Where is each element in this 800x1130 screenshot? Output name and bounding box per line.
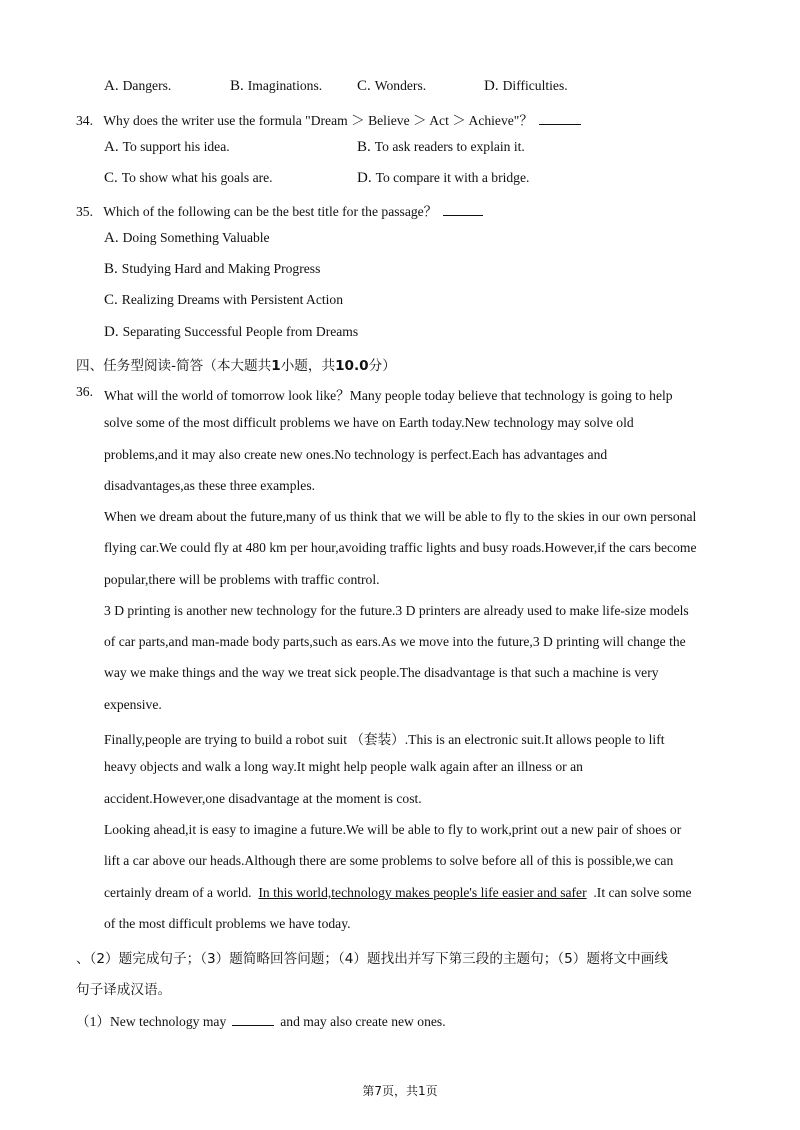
q35-option-a: A. Doing Something Valuable — [104, 230, 270, 246]
passage-line: expensive. — [104, 697, 162, 712]
q33-option-c: C. Wonders. — [357, 78, 427, 94]
q34-option-c: C. To show what his goals are. — [104, 170, 273, 186]
passage-line: When we dream about the future,many of us think that we will be able to fly to the skies in our own personal — [104, 509, 697, 524]
q34-option-b: B. To ask readers to explain it. — [357, 139, 525, 155]
passage-line: heavy objects and walk a long way.It might help people walk again after an illness or an — [104, 759, 583, 774]
passage-line: solve some of the most difficult problems we have on Earth today.New technology may solve old — [104, 415, 634, 430]
passage-line: lift a car above our heads.Although there are some problems to solve before all of this is possible,we can — [104, 853, 674, 868]
sub-question-1: （1）New technology may and may also create new ones. — [76, 1014, 446, 1029]
section-heading: 四、任务型阅读-简答（本大题共1小题，共10.0分） — [76, 358, 396, 374]
instructions-line: 、（2）题完成句子；（3）题简略回答问题；（4）题找出并写下第三段的主题句；（5）题将文中画线 — [76, 951, 668, 967]
passage-line: of the most difficult problems we have today. — [104, 916, 351, 931]
passage-line: of car parts,and man-made body parts,such as ears.As we move into the future,3 D printing will change the — [104, 634, 686, 649]
passage-line: Looking ahead,it is easy to imagine a future.We will be able to fly to work,print out a new pair of shoes or — [104, 822, 682, 837]
passage-line: disadvantages,as these three examples. — [104, 478, 316, 493]
passage-line: flying car.We could fly at 480 km per hour,avoiding traffic lights and busy roads.However,if the cars become — [104, 540, 697, 555]
passage-line: accident.However,one disadvantage at the moment is cost. — [104, 791, 422, 806]
q34-option-d: D. To compare it with a bridge. — [357, 170, 530, 186]
q36-number: 36. — [76, 384, 93, 399]
q35-answer-blank[interactable] — [443, 203, 483, 216]
passage-line: way we make things and the way we treat sick people.The disadvantage is that such a machine is very — [104, 665, 659, 680]
q33-option-d: D. Difficulties. — [484, 78, 568, 94]
passage-line: problems,and it may also create new ones.No technology is perfect.Each has advantages and — [104, 447, 608, 462]
passage-line: What will the world of tomorrow look like？Many people today believe that technology is going to help — [104, 388, 673, 403]
q35-stem: 35. Which of the following can be the best title for the passage？ — [76, 200, 483, 220]
passage-line: popular,there will be problems with traffic control. — [104, 572, 380, 587]
q34-stem: 34. Why does the writer use the formula "Dream ＞ Believe ＞ Act ＞ Achieve"？ — [76, 109, 581, 129]
instructions-line: 句子译成汉语。 — [76, 982, 172, 998]
q34-option-a: A. To support his idea. — [104, 139, 230, 155]
q35-option-d: D. Separating Successful People from Dreams — [104, 324, 359, 340]
q35-option-c: C. Realizing Dreams with Persistent Action — [104, 292, 344, 308]
passage-line: 3 D printing is another new technology for the future.3 D printers are already used to make life-size models — [104, 603, 689, 618]
underlined-sentence: In this world,technology makes people's life easier and safer — [258, 885, 587, 900]
passage-line-underlined: certainly dream of a world. In this world,technology makes people's life easier and safer .It can solve some — [104, 885, 692, 900]
q33-option-a: A. Dangers. — [104, 78, 172, 94]
page-footer: 第7页，共1页 — [362, 1084, 438, 1098]
q34-answer-blank[interactable] — [539, 112, 581, 125]
sub1-answer-blank[interactable] — [232, 1013, 274, 1026]
passage-line: Finally,people are trying to build a robot suit （套装）.This is an electronic suit.It allows people to lift — [104, 732, 665, 747]
q35-option-b: B. Studying Hard and Making Progress — [104, 261, 321, 277]
q33-option-b: B. Imaginations. — [230, 78, 323, 94]
